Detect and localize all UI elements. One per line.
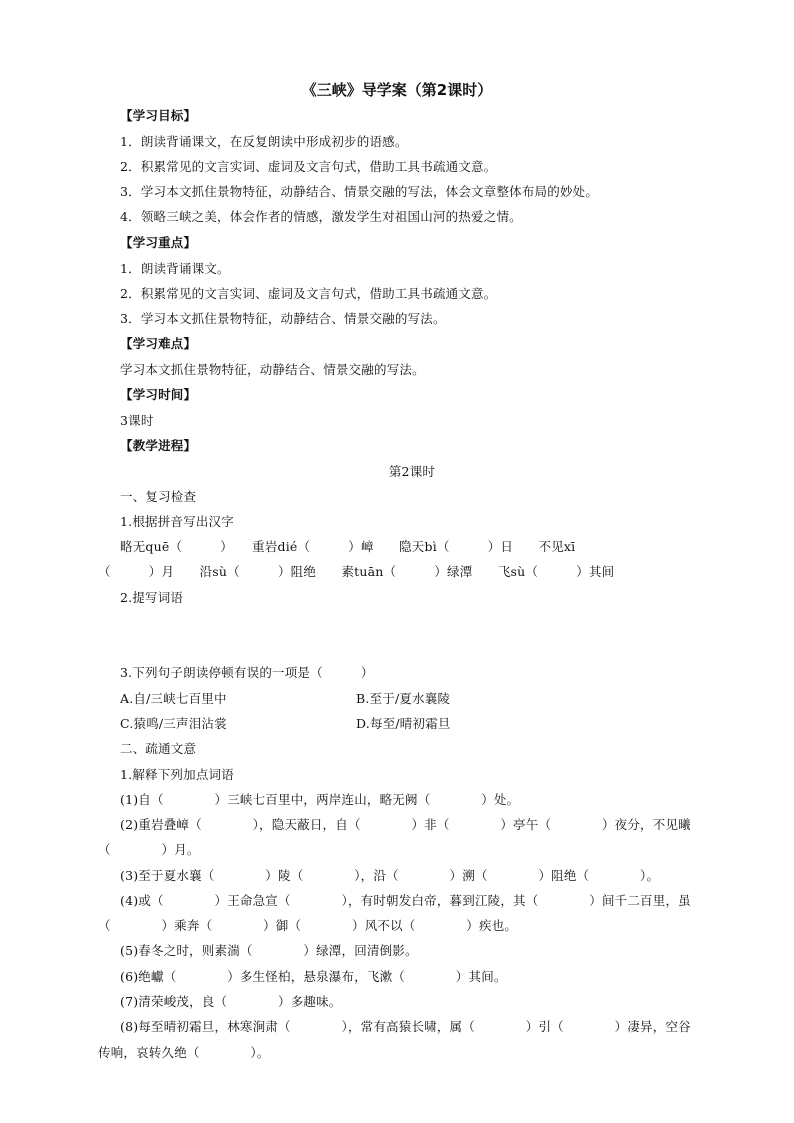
objective-item: 2．积累常见的文言实词、虚词及文言句式，借助工具书疏通文意。 xyxy=(120,159,497,174)
time-text: 3课时 xyxy=(120,413,154,428)
explain-line: (2)重岩叠嶂（ ），隐天蔽日，自（ ）非（ ）亭午（ ）夜分，不见曦 xyxy=(120,817,691,832)
question-pinyin-line: （ ）月 沿sù（ ）阻绝 素tuān（ ）绿潭 飞sù（ ）其间 xyxy=(98,564,615,579)
explain-line: （ ）乘奔（ ）御（ ）风不以（ ）疾也。 xyxy=(98,918,518,933)
lesson-label: 第2课时 xyxy=(388,464,436,479)
key-points-heading: 【学习重点】 xyxy=(120,235,197,250)
explain-line: (1)自（ ）三峡七百里中，两岸连山，略无阙（ ）处。 xyxy=(120,792,520,807)
key-point-item: 2．积累常见的文言实词、虚词及文言句式，借助工具书疏通文意。 xyxy=(120,286,497,301)
objective-item: 1．朗读背诵课文，在反复朗读中形成初步的语感。 xyxy=(120,134,408,149)
section-review-heading: 一、复习检查 xyxy=(120,489,197,504)
question-words-heading: 2.提写词语 xyxy=(120,590,184,605)
option-c: C.猿鸣/三声泪沾裳 xyxy=(120,716,227,731)
explain-line: (7)清荣峻茂，良（ ）多趣味。 xyxy=(120,994,342,1009)
explain-line: (3)至于夏水襄（ ）陵（ ），沿（ ）溯（ ）阻绝（ ）。 xyxy=(120,868,660,883)
question-pinyin-line: 略无quē（ ） 重岩dié（ ）嶂 隐天bì（ ）日 不见xī xyxy=(120,539,576,554)
question-pause-heading: 3.下列句子朗读停顿有误的一项是（ ） xyxy=(120,665,374,680)
objective-item: 4．领略三峡之美，体会作者的情感，激发学生对祖国山河的热爱之情。 xyxy=(120,209,522,224)
explain-line: (6)绝巘（ ）多生怪柏，悬泉瀑布，飞漱（ ）其间。 xyxy=(120,969,507,984)
explain-line: (4)或（ ）王命急宣（ ），有时朝发白帝，暮到江陵，其（ ）间千二百里，虽 xyxy=(120,893,691,908)
difficulty-text: 学习本文抓住景物特征，动静结合、情景交融的写法。 xyxy=(120,362,425,377)
objectives-heading: 【学习目标】 xyxy=(120,108,197,123)
key-point-item: 3．学习本文抓住景物特征，动静结合、情景交融的写法。 xyxy=(120,311,446,326)
explain-line: (5)春冬之时，则素湍（ ）绿潭，回清倒影。 xyxy=(120,943,418,958)
explain-line: （ ）月。 xyxy=(98,842,200,857)
key-point-item: 1．朗读背诵课文。 xyxy=(120,261,230,276)
time-heading: 【学习时间】 xyxy=(120,387,197,402)
question-pinyin-heading: 1.根据拼音写出汉字 xyxy=(120,514,234,529)
section-meaning-heading: 二、疏通文意 xyxy=(120,741,197,756)
option-a: A.自/三峡七百里中 xyxy=(120,691,227,706)
option-d: D.每至/晴初霜旦 xyxy=(356,716,451,731)
explain-line: (8)每至晴初霜旦，林寒涧肃（ ），常有高猿长啸，属（ ）引（ ）凄异，空谷 xyxy=(120,1019,691,1034)
explain-line: 传响，哀转久绝（ ）。 xyxy=(98,1045,270,1060)
objective-item: 3．学习本文抓住景物特征，动静结合、情景交融的写法，体会文章整体布局的妙处。 xyxy=(120,184,599,199)
option-b: B.至于/夏水襄陵 xyxy=(356,691,451,706)
page-title: 《三峡》导学案（第2课时） xyxy=(301,81,493,99)
difficulty-heading: 【学习难点】 xyxy=(120,336,197,351)
process-heading: 【教学进程】 xyxy=(120,438,197,453)
explain-heading: 1.解释下列加点词语 xyxy=(120,767,234,782)
